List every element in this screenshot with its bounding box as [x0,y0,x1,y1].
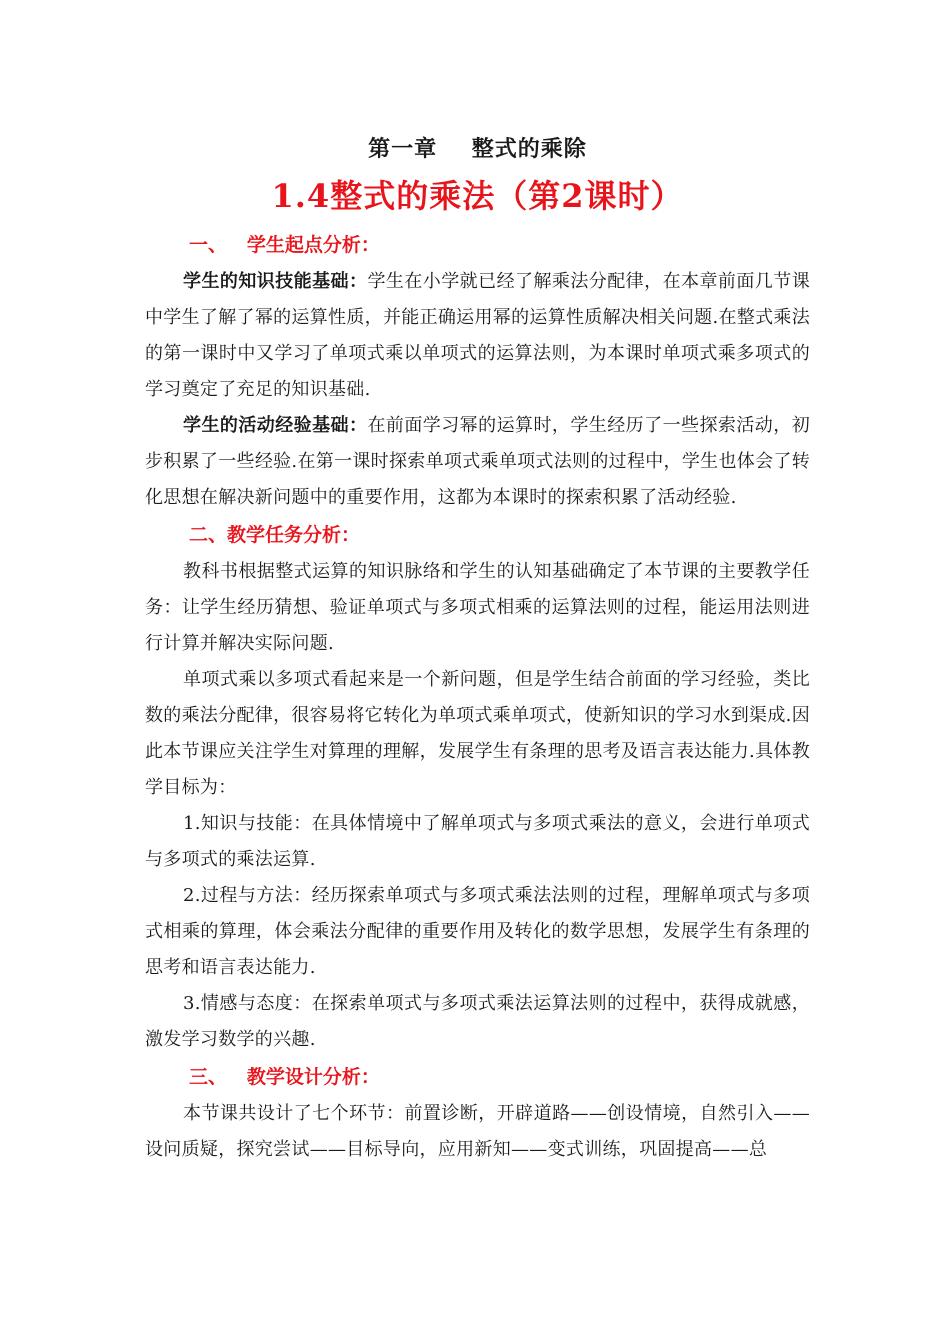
paragraph [145,878,810,986]
paragraph-text: 单项式乘以多项式看起来是一个新问题，但是学生结合前面的学习经验，类比数的乘法分配律，很容易将它转化为单项式乘单项式，使新知识的学习水到渠成.因此本节课应关注学生对算理的理解，发展学生有条理的思考及语言表达能力.具体教学目标为： [145,669,810,798]
lesson-title: 1.4整式的乘法（第2课时） [271,177,684,215]
section-heading: 二、教学任务分析： [189,524,361,546]
paragraph-lead: 学生的知识技能基础： [183,271,368,292]
paragraph-text: 教科书根据整式运算的知识脉络和学生的认知基础确定了本节课的主要教学任务：让学生经历猜想、验证单项式与多项式相乘的运算法则的过程，能运用法则进行计算并解决实际问题. [145,561,810,654]
paragraph [145,408,810,516]
section-task-analysis [145,516,810,1058]
paragraph [145,806,810,878]
paragraph [145,554,810,662]
paragraph-text: 在前面学习幂的运算时，学生经历了一些探索活动，初步积累了一些经验.在第一课时探索单项式乘单项式法则的过程中，学生也体会了转化思想在解决新问题中的重要作用，这都为本课时的探索积累了活动经验. [145,415,810,508]
paragraph-text: 3.情感与态度：在探索单项式与多项式乘法运算法则的过程中，获得成就感，激发学习数学的兴趣. [145,993,810,1050]
section-student-analysis [145,226,810,516]
paragraph-text: 2.过程与方法：经历探索单项式与多项式乘法法则的过程，理解单项式与多项式相乘的算理，体会乘法分配律的重要作用及转化的数学思想，发展学生有条理的思考和语言表达能力. [145,885,810,978]
paragraph [145,662,810,806]
paragraph-text: 本节课共设计了七个环节：前置诊断，开辟道路——创设情境，自然引入——设问质疑，探究尝试——目标导向，应用新知——变式训练，巩固提高——总 [145,1103,810,1160]
section-heading: 一、 学生起点分析： [189,234,380,256]
chapter-title: 第一章 整式的乘除 [368,136,587,162]
section-heading: 三、 教学设计分析： [189,1066,380,1088]
paragraph [145,1096,810,1168]
paragraph [145,264,810,408]
paragraph [145,986,810,1058]
paragraph-text: 学生在小学就已经了解乘法分配律，在本章前面几节课中学生了解了幂的运算性质，并能正确运用幂的运算性质解决相关问题.在整式乘法的第一课时中又学习了单项式乘以单项式的运算法则，为本课时单项式乘多项式的学习奠定了充足的知识基础. [145,271,810,400]
paragraph-text: 1.知识与技能：在具体情境中了解单项式与多项式乘法的意义，会进行单项式与多项式的乘法运算. [145,813,810,870]
paragraph-lead: 学生的活动经验基础： [183,415,368,436]
section-design-analysis [145,1058,810,1168]
